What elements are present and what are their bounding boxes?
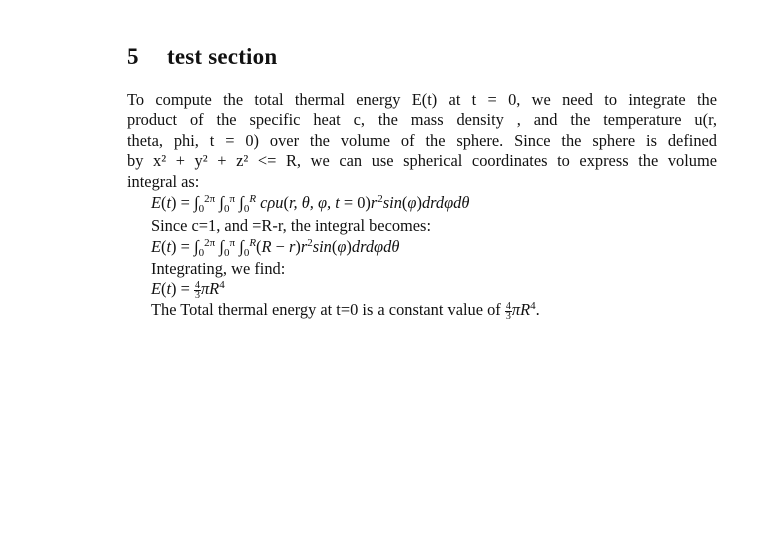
body-paragraph (127, 90, 717, 192)
integrating-text: Integrating, we find: (151, 259, 286, 278)
conclusion-text: The Total thermal energy at t=0 is a constant value of $\frac{4}{3}$ $\pi R^4$. (151, 300, 540, 322)
section-heading (127, 44, 277, 70)
energy-integral-equation: $E(t) = \int_0^{2\pi}$ $\int_0^\pi$ $\int_0^R$ cρu(r, θ, φ, $t = 0)r^2\sin(\varphi)drd\varphi d\theta$ (151, 193, 470, 215)
paragraph-line-2: product of the specific heat c, the mass density , and the temperature u(r, (127, 110, 717, 130)
section-number: 5 (127, 44, 139, 69)
paragraph-line-3: theta, phi, t = 0) over the volume of the sphere. Since the sphere is defined (127, 130, 717, 150)
result-equation: E(t) = $\frac{4}{3}$ $\pi R^4$ (151, 279, 225, 301)
paragraph-line-1: To compute the total thermal energy E(t) at t = 0, we need to integrate the (127, 90, 717, 109)
paragraph-line-5: integral as: (127, 171, 200, 191)
section-title: test section (167, 44, 278, 69)
substitution-text: Since c=1, and =R-r, the integral becomes: (151, 216, 431, 235)
paragraph-line-4: by x² + y² + z² <= R, we can use spherical coordinates to express the volume (127, 151, 717, 171)
substituted-integral-equation: $E(t) = \int_0^{2\pi}$ $\int_0^\pi$ $\int_0^R(R - r)r^2\sin(\varphi)drd\varphi d\theta$ (151, 237, 400, 259)
